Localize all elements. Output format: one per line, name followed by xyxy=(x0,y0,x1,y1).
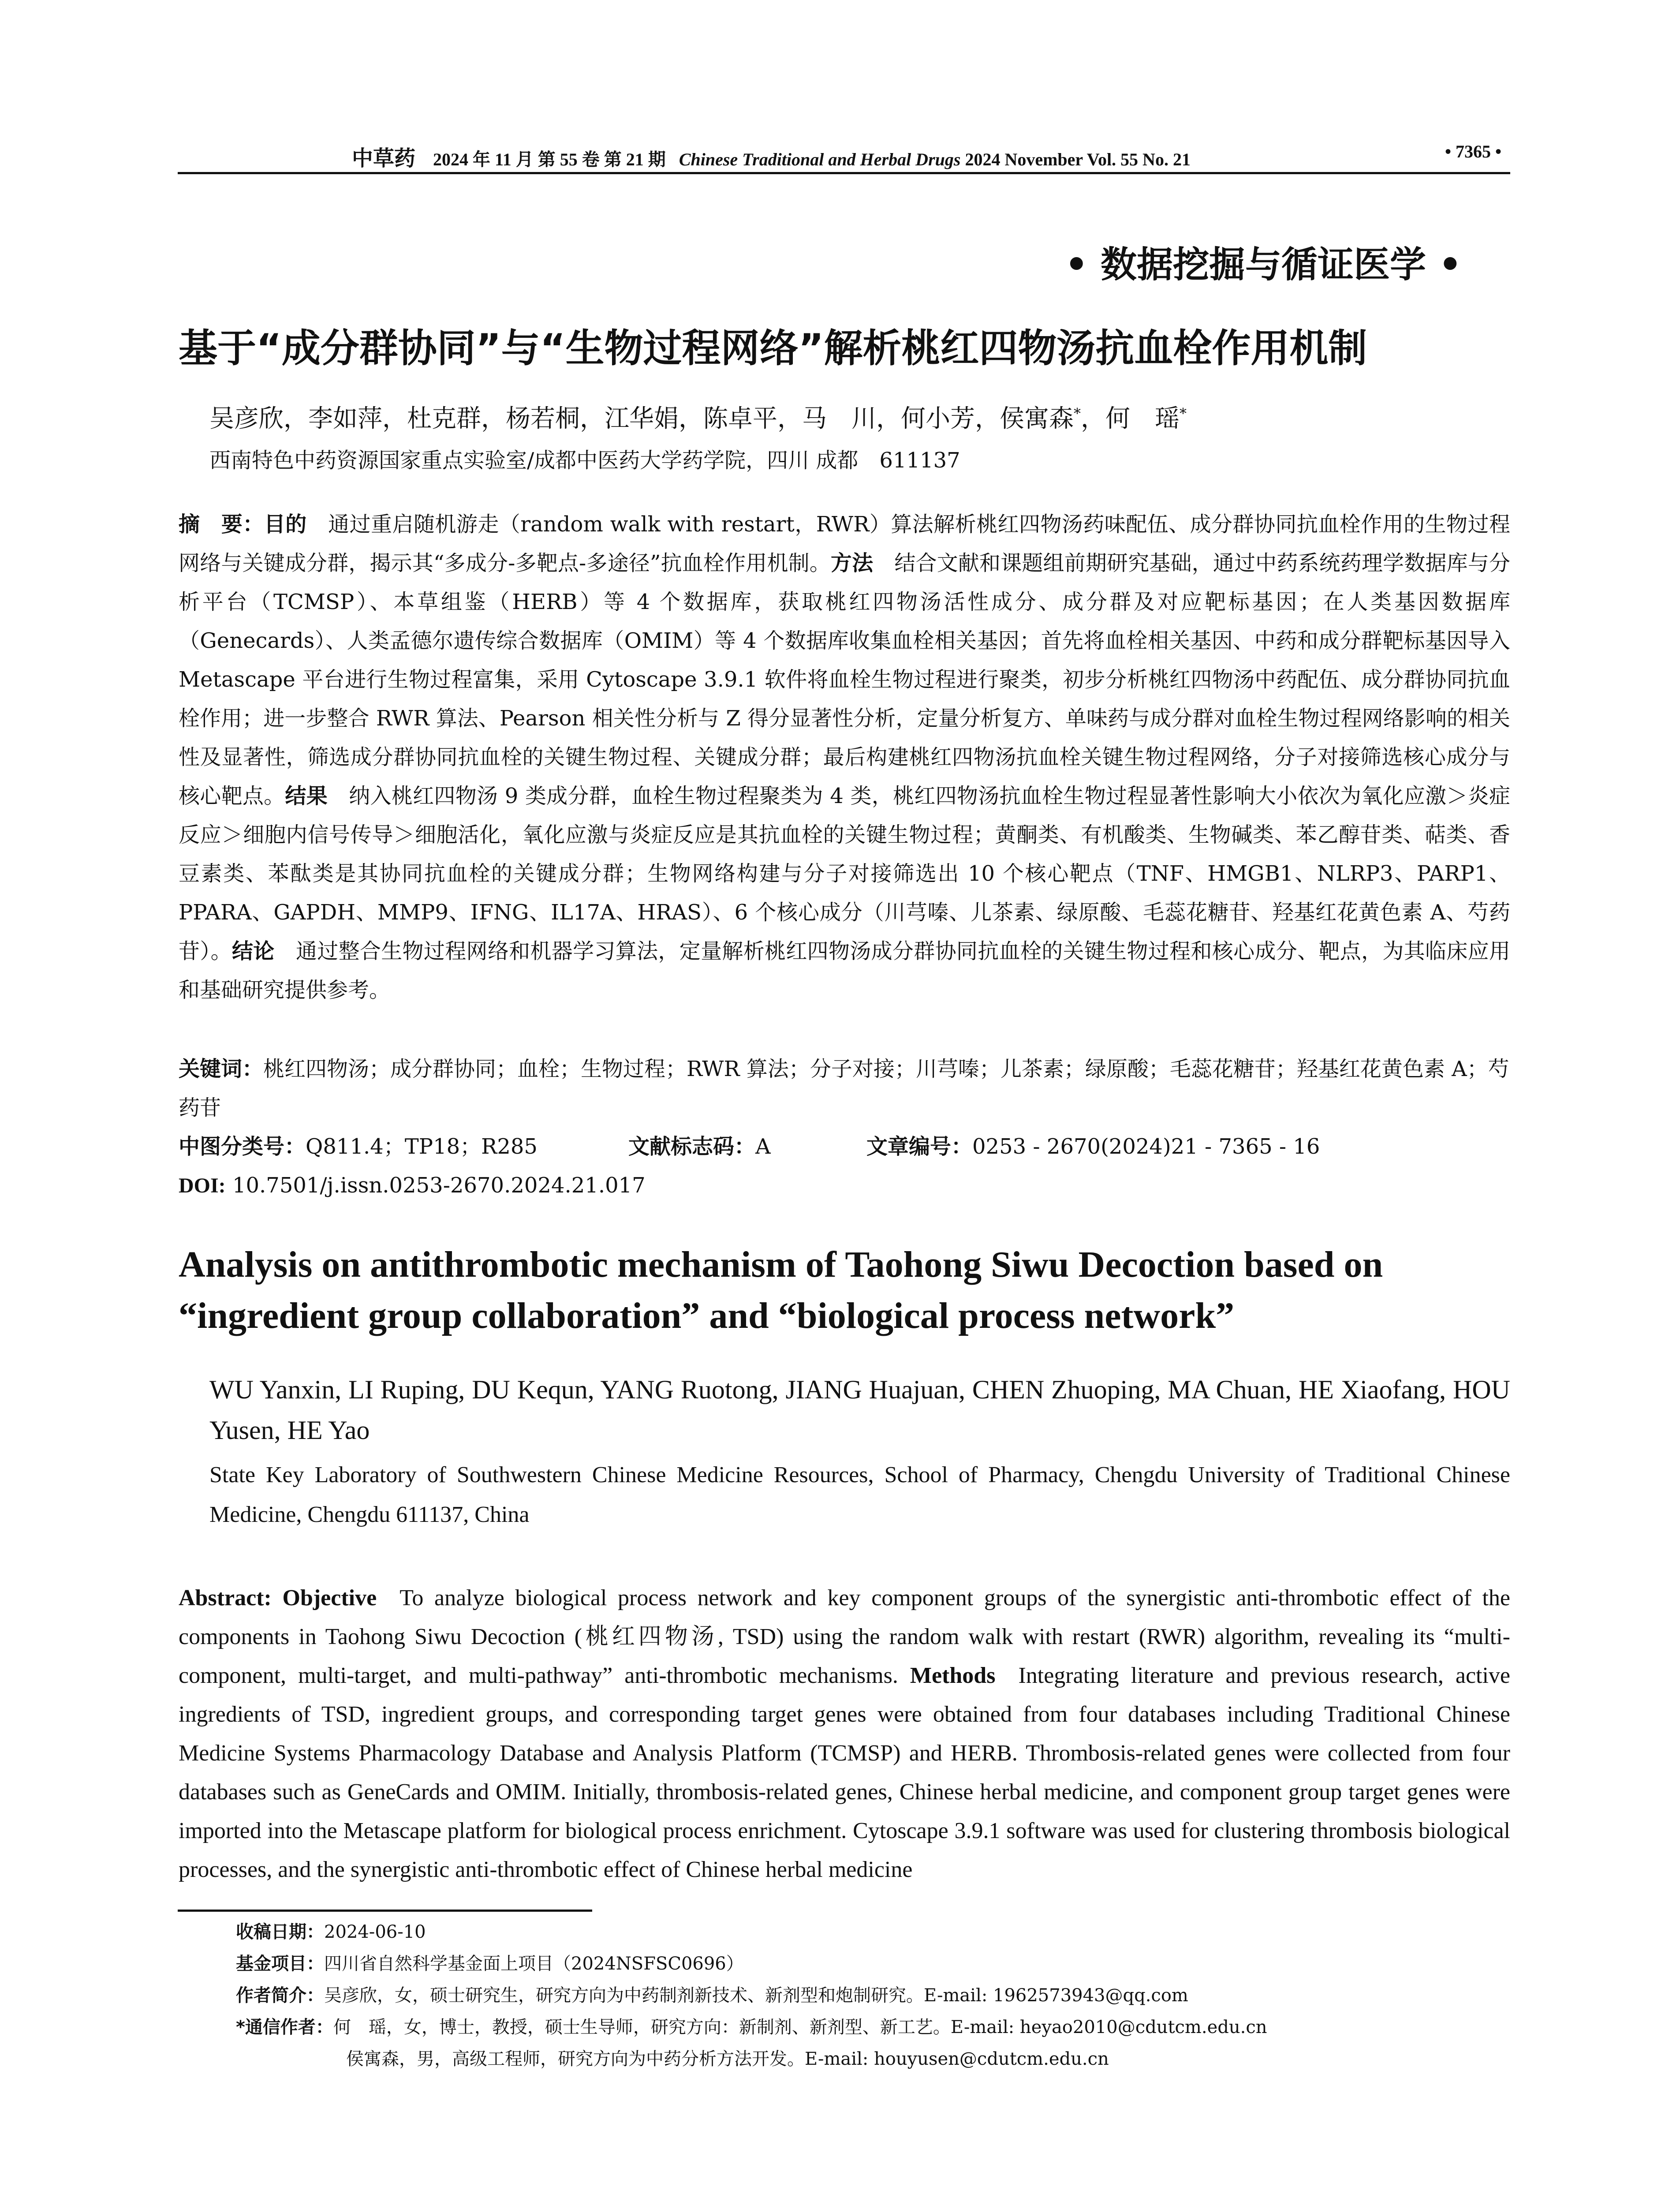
footnote-divider xyxy=(178,1910,592,1912)
abstract-cn xyxy=(179,505,1510,1009)
author-bio-label: 作者简介： xyxy=(236,1985,324,2006)
article-number-label: 文章编号： xyxy=(866,1134,973,1159)
keywords-text-cn: 桃红四物汤；成分群协同；血栓；生物过程；RWR 算法；分子对接；川芎嗪；儿茶素；绿原酸；毛蕊花糖苷；羟基红花黄色素 A；芍药苷 xyxy=(179,1057,1509,1120)
footnote-corresponding xyxy=(236,2011,1510,2043)
doi-value[interactable]: 10.7501/j.issn.0253-2670.2024.21.017 xyxy=(232,1173,646,1198)
objective-label-cn: 目的 xyxy=(264,512,307,537)
classification-row xyxy=(179,1127,1510,1166)
affiliation-en: State Key Laboratory of Southwestern Chinese Medicine Resources, School of Pharmacy, Chengdu University of Traditional Chinese Medicine, Chengdu 611137, China xyxy=(209,1462,1510,1527)
methods-text-cn: 结合文献和课题组前期研究基础，通过中药系统药理学数据库与分析平台（TCMSP）、本草组鉴（HERB）等 4 个数据库，获取桃红四物汤活性成分、成分群及对应靶标基因；在人类基因数据库（Genecards）、人类孟德尔遗传综合数据库（OMIM）等 4 个数据库收集血栓相关基因；首先将血栓相关基因、中药和成分群靶标基因导入 Metascape 平台进行生物过程富集，采用 Cytoscape 3.9.1 软件将血栓生物过程进行聚类，初步分析桃红四物汤中药配伍、成分群协同抗血栓作用；进一步整合 RWR 算法、Pearson 相关性分析与 Z 得分显著性分析，定量分析复方、单味药与成分群对血栓生物过程网络影响的相关性及显著性，筛选成分群协同抗血栓的关键生物过程、关键成分群；最后构建桃红四物汤抗血栓关键生物过程网络，分子对接筛选核心成分与核心靶点。 xyxy=(179,551,1510,808)
abstract-en xyxy=(179,1579,1510,1889)
issue-cn: 2024 年 11 月 第 55 卷 第 21 期 xyxy=(433,149,666,169)
journal-name-en: Chinese Traditional and Herbal Drugs xyxy=(679,149,961,169)
footnote-corresponding-2 xyxy=(236,2043,1510,2075)
objective-label-en: Objective xyxy=(282,1585,377,1611)
journal-name-cn: 中草药 xyxy=(352,147,416,170)
footnote-author xyxy=(236,1980,1510,2011)
objective-text-cn: 通过重启随机游走（random walk with restart，RWR）算法解析桃红四物汤药味配伍、成分群协同抗血栓作用的生物过程网络与关键成分群，揭示其“多成分-多靶点-多途径”抗血栓作用机制。 xyxy=(179,512,1510,576)
footnote-received xyxy=(236,1916,1510,1948)
conclusion-label-cn: 结论 xyxy=(231,939,275,964)
author-bio-value: 吴彦欣，女，硕士研究生，研究方向为中药制剂新技术、新剂型和炮制研究。E-mail: 1962573943@qq.com xyxy=(324,1985,1188,2006)
author-list-en: WU Yanxin, LI Ruping, DU Kequn, YANG Ruotong, JIANG Huajuan, CHEN Zhuoping, MA Chuan, HE Xiaofang, HOU Yusen, HE Yao xyxy=(209,1375,1510,1445)
methods-label-cn: 方法 xyxy=(830,551,874,576)
doc-code-label: 文献标志码： xyxy=(628,1134,756,1159)
authors-cn-last: ，何 瑶 xyxy=(1081,404,1180,433)
doc-code-value: A xyxy=(755,1134,771,1159)
received-value: 2024-06-10 xyxy=(324,1922,426,1942)
article-title-cn: 基于“成分群协同”与“生物过程网络”解析桃红四物汤抗血栓作用机制 xyxy=(179,325,1367,371)
running-header xyxy=(178,141,1510,174)
clc-field xyxy=(179,1127,628,1166)
keywords-cn xyxy=(179,1050,1510,1127)
article-number-value: 0253 - 2670(2024)21 - 7365 - 16 xyxy=(972,1134,1320,1159)
authors-cn: 吴彦欣，李如萍，杜克群，杨若桐，江华娟，陈卓平，马 川，何小芳，侯寓森 xyxy=(209,404,1074,433)
fund-label: 基金项目： xyxy=(236,1954,324,1974)
methods-label-en: Methods xyxy=(910,1663,996,1688)
results-text-cn: 纳入桃红四物汤 9 类成分群，血栓生物过程聚类为 4 类，桃红四物汤抗血栓生物过程显著性影响大小依次为氧化应激＞炎症反应＞细胞内信号传导＞细胞活化，氧化应激与炎症反应是其抗血栓的关键生物过程；黄酮类、有机酸类、生物碱类、苯乙醇苷类、萜类、香豆素类、苯酞类是其协同抗血栓的关键成分群；生物网络构建与分子对接筛选出 10 个核心靶点（TNF、HMGB1、NLRP3、PARP1、PPARA、GAPDH、MMP9、IFNG、IL17A、HRAS）、6 个核心成分（川芎嗪、儿茶素、绿原酸、毛蕊花糖苷、羟基红花黄色素 A、芍药苷）。 xyxy=(179,784,1510,964)
clc-value: Q811.4；TP18；R285 xyxy=(306,1134,538,1159)
doi-row xyxy=(179,1166,1510,1205)
doi-label: DOI: xyxy=(179,1174,226,1197)
page-number: • 7365 • xyxy=(1445,142,1501,161)
objective-text-en: To analyze biological process network and key component groups of the synergistic anti-thrombotic effect of the components in Taohong Siwu Decoction (桃红四物汤, TSD) using the random walk with restart (RWR) algorithm, revealing its “multi-component, multi-target, and multi-pathway” anti-thrombotic mechanisms. xyxy=(179,1585,1511,1688)
affiliation-cn: 西南特色中药资源国家重点实验室/成都中医药大学药学院，四川 成都 611137 xyxy=(209,448,960,473)
abstract-label-cn: 摘 要： xyxy=(179,512,264,537)
conclusion-text-cn: 通过整合生物过程网络和机器学习算法，定量解析桃红四物汤成分群协同抗血栓的关键生物过程和核心成分、靶点，为其临床应用和基础研究提供参考。 xyxy=(179,939,1510,1002)
footnote-fund xyxy=(236,1948,1510,1980)
abstract-label-en: Abstract: xyxy=(179,1585,272,1611)
article-meta-cn xyxy=(179,1050,1510,1205)
received-label: 收稿日期： xyxy=(236,1922,324,1942)
corresponding-mark: * xyxy=(1074,405,1081,422)
article-title-en: Analysis on antithrombotic mechanism of Taohong Siwu Decoction based on “ingredient group collaboration” and “biological process network” xyxy=(179,1244,1383,1336)
methods-text-en: Integrating literature and previous research, active ingredients of TSD, ingredient groups, and corresponding target genes were obtained from four databases including Traditional Chinese Medicine Systems Pharmacology Database and Analysis Platform (TCMSP) and HERB. Thrombosis-related genes were collected from four databases such as GeneCards and OMIM. Initially, thrombosis-related genes, Chinese herbal medicine, and component group target genes were imported into the Metascape platform for biological process enrichment. Cytoscape 3.9.1 software was used for clustering thrombosis biological processes, and the synergistic anti-thrombotic effect of Chinese herbal medicine xyxy=(179,1663,1511,1882)
issue-en: 2024 November Vol. 55 No. 21 xyxy=(965,149,1191,169)
fund-value: 四川省自然科学基金面上项目（2024NSFSC0696） xyxy=(324,1954,744,1974)
article-number-field xyxy=(866,1127,1320,1166)
corresponding-label: *通信作者： xyxy=(236,2017,333,2037)
section-label: • 数据挖掘与循证医学 • xyxy=(1065,243,1462,286)
corresponding-author-2: 侯寓森，男，高级工程师，研究方向为中药分析方法开发。E-mail: houyusen@cdutcm.edu.cn xyxy=(346,2049,1109,2069)
author-list-cn xyxy=(209,399,1187,434)
keywords-label-cn: 关键词： xyxy=(179,1057,264,1081)
doc-code-field xyxy=(628,1127,866,1166)
running-header-journal xyxy=(352,141,1191,172)
results-label-cn: 结果 xyxy=(285,784,328,808)
corresponding-author-1: 何 瑶，女，博士，教授，硕士生导师，研究方向：新制剂、新剂型、新工艺。E-mail: heyao2010@cdutcm.edu.cn xyxy=(333,2017,1267,2037)
corresponding-mark: * xyxy=(1180,405,1187,422)
footnotes xyxy=(236,1916,1510,2075)
clc-label: 中图分类号： xyxy=(179,1134,306,1159)
